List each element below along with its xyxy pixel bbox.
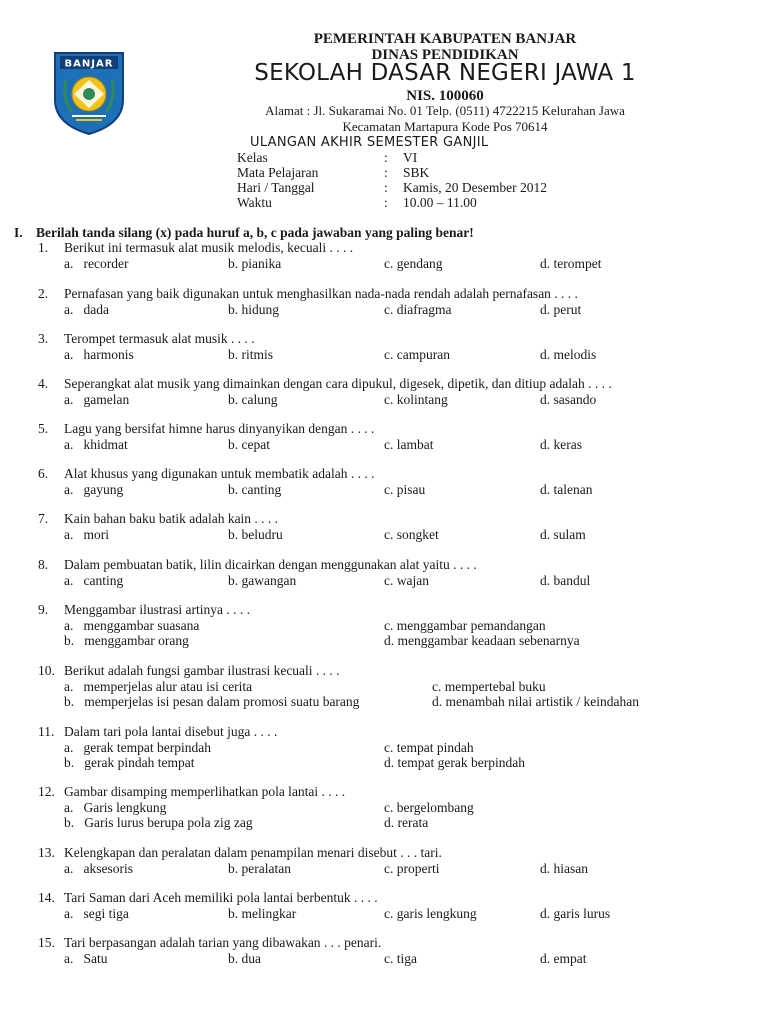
question-number: 2. — [38, 286, 49, 301]
info-value: VI — [403, 150, 418, 165]
option-a[interactable] — [64, 256, 128, 272]
option-d[interactable] — [540, 302, 581, 318]
question-15 — [0, 935, 768, 975]
info-label: Mata Pelajaran — [237, 165, 319, 180]
option-d[interactable] — [540, 861, 588, 877]
question-number: 14. — [38, 890, 55, 905]
option-a[interactable] — [64, 618, 199, 634]
option-letter: a. — [64, 347, 74, 362]
question-text: Dalam pembuatan batik, lilin dicairkan dengan menggunakan alat yaitu . . . . — [64, 557, 477, 572]
question-number: 9. — [38, 602, 49, 617]
question-13 — [0, 845, 768, 885]
question-number: 15. — [38, 935, 55, 950]
option-text: mori — [83, 527, 109, 542]
option-c[interactable] — [384, 618, 546, 634]
option-text: hidung — [241, 302, 280, 317]
option-d[interactable] — [540, 573, 590, 589]
option-b[interactable] — [228, 951, 261, 967]
question-number: 11. — [38, 724, 55, 739]
option-d[interactable] — [540, 392, 596, 408]
question-number: 13. — [38, 845, 55, 860]
question-text: Berikut ini termasuk alat musik melodis, kecuali . . . . — [64, 240, 354, 255]
option-a[interactable] — [64, 573, 123, 589]
info-colon: : — [384, 195, 388, 210]
question-10 — [0, 663, 768, 719]
question-text: Kain bahan baku batik adalah kain . . . . — [64, 511, 279, 526]
question-text: Seperangkat alat musik yang dimainkan dengan cara dipukul, digesek, dipetik, dan ditiup adalah . . . . — [64, 376, 612, 391]
option-text: Satu — [83, 951, 108, 966]
option-text: hiasan — [553, 861, 588, 876]
option-text: gamelan — [83, 392, 130, 407]
option-text: diafragma — [396, 302, 452, 317]
option-text: tiga — [396, 951, 417, 966]
option-b[interactable] — [228, 437, 270, 453]
option-a[interactable] — [64, 679, 252, 695]
option-letter: c. — [384, 906, 394, 921]
info-label: Kelas — [237, 150, 268, 165]
option-b[interactable] — [228, 906, 296, 922]
option-letter: a. — [64, 527, 74, 542]
option-text: campuran — [396, 347, 450, 362]
option-letter: c. — [384, 618, 394, 633]
school-name: SEKOLAH DASAR NEGERI JAWA 1 — [254, 60, 636, 86]
question-number: 3. — [38, 331, 49, 346]
option-letter: d. — [540, 573, 551, 588]
question-text: Terompet termasuk alat musik . . . . — [64, 331, 255, 346]
option-c[interactable] — [384, 951, 417, 967]
option-text: properti — [396, 861, 440, 876]
option-text: mempertebal buku — [444, 679, 546, 694]
question-3 — [0, 331, 768, 371]
option-text: gayung — [83, 482, 124, 497]
option-letter: d. — [540, 437, 551, 452]
school-nis: NIS. 100060 — [406, 88, 484, 104]
question-number: 6. — [38, 466, 49, 481]
address-line-1: Alamat : Jl. Sukaramai No. 01 Telp. (0511) 4722215 Kelurahan Jawa — [265, 103, 625, 118]
option-b[interactable] — [228, 347, 273, 363]
question-number: 1. — [38, 240, 49, 255]
option-text: memperjelas isi pesan dalam promosi suatu barang — [84, 694, 360, 709]
question-text: Pernafasan yang baik digunakan untuk menghasilkan nada-nada rendah adalah pernafasan . . . . — [64, 286, 578, 301]
option-text: Garis lengkung — [83, 800, 167, 815]
option-text: khidmat — [83, 437, 128, 452]
option-d[interactable] — [540, 256, 601, 272]
option-text: tempat pindah — [396, 740, 474, 755]
option-text: gawangan — [241, 573, 297, 588]
option-letter: b. — [228, 392, 239, 407]
option-b[interactable] — [64, 694, 359, 710]
option-d[interactable] — [540, 482, 592, 498]
option-letter: c. — [384, 392, 394, 407]
option-letter: d. — [540, 482, 551, 497]
option-a[interactable] — [64, 302, 109, 318]
option-letter: d. — [540, 392, 551, 407]
option-text: menggambar keadaan sebenarnya — [397, 633, 580, 648]
option-letter: b. — [64, 633, 75, 648]
option-b[interactable] — [228, 482, 281, 498]
option-b[interactable] — [228, 573, 296, 589]
option-text: dua — [241, 951, 261, 966]
option-letter: a. — [64, 392, 74, 407]
option-letter: a. — [64, 740, 74, 755]
option-letter: b. — [228, 527, 239, 542]
option-c[interactable] — [384, 256, 442, 272]
banjar-emblem-logo — [52, 50, 126, 136]
option-letter: d. — [540, 861, 551, 876]
option-letter: d. — [384, 755, 395, 770]
option-letter: b. — [228, 573, 239, 588]
question-9 — [0, 602, 768, 658]
option-d[interactable] — [384, 815, 428, 831]
option-letter: c. — [432, 679, 442, 694]
option-text: talenan — [553, 482, 593, 497]
option-letter: c. — [384, 347, 394, 362]
question-number: 4. — [38, 376, 49, 391]
option-letter: b. — [64, 755, 75, 770]
option-text: beludru — [241, 527, 283, 542]
option-letter: b. — [228, 482, 239, 497]
option-c[interactable] — [384, 861, 440, 877]
option-letter: a. — [64, 437, 74, 452]
option-text: terompet — [553, 256, 602, 271]
option-letter: b. — [228, 256, 239, 271]
option-d[interactable] — [540, 527, 586, 543]
option-letter: c. — [384, 302, 394, 317]
option-letter: d. — [540, 906, 551, 921]
option-letter: a. — [64, 618, 74, 633]
question-8 — [0, 557, 768, 597]
option-letter: b. — [228, 347, 239, 362]
option-c[interactable] — [384, 392, 448, 408]
option-letter: b. — [228, 906, 239, 921]
option-letter: a. — [64, 906, 74, 921]
option-b[interactable] — [228, 302, 279, 318]
option-text: rerata — [397, 815, 429, 830]
option-text: calung — [241, 392, 278, 407]
address-line-2: Kecamatan Martapura Kode Pos 70614 — [342, 119, 548, 134]
option-letter: b. — [228, 437, 239, 452]
question-12 — [0, 784, 768, 840]
option-c[interactable] — [384, 347, 450, 363]
info-value: Kamis, 20 Desember 2012 — [403, 180, 547, 195]
option-b[interactable] — [64, 815, 253, 831]
option-text: pisau — [396, 482, 426, 497]
section-instruction — [14, 225, 474, 241]
option-letter: a. — [64, 302, 74, 317]
option-text: aksesoris — [83, 861, 133, 876]
option-letter: d. — [384, 815, 395, 830]
option-text: bandul — [553, 573, 591, 588]
option-b[interactable] — [64, 755, 194, 771]
option-c[interactable] — [384, 302, 451, 318]
question-number: 5. — [38, 421, 49, 436]
option-text: memperjelas alur atau isi cerita — [83, 679, 253, 694]
option-text: sasando — [553, 392, 597, 407]
option-text: menggambar orang — [84, 633, 189, 648]
option-c[interactable] — [384, 573, 429, 589]
option-letter: c. — [384, 573, 394, 588]
info-colon: : — [384, 180, 388, 195]
option-d[interactable] — [540, 906, 610, 922]
option-c[interactable] — [432, 679, 546, 695]
option-text: melodis — [553, 347, 597, 362]
option-d[interactable] — [384, 755, 525, 771]
question-text: Tari berpasangan adalah tarian yang dibawakan . . . penari. — [64, 935, 382, 950]
question-14 — [0, 890, 768, 930]
option-text: garis lurus — [553, 906, 611, 921]
option-letter: d. — [540, 951, 551, 966]
option-letter: a. — [64, 482, 74, 497]
option-c[interactable] — [384, 740, 474, 756]
option-letter: b. — [64, 815, 75, 830]
option-text: sulam — [553, 527, 586, 542]
option-text: tempat gerak berpindah — [397, 755, 525, 770]
question-text: Kelengkapan dan peralatan dalam penampilan menari disebut . . . tari. — [64, 845, 442, 860]
option-letter: a. — [64, 573, 74, 588]
option-text: canting — [241, 482, 282, 497]
question-1 — [0, 240, 768, 280]
option-text: gendang — [396, 256, 443, 271]
option-a[interactable] — [64, 861, 133, 877]
option-text: perut — [553, 302, 582, 317]
option-b[interactable] — [64, 633, 189, 649]
question-7 — [0, 511, 768, 551]
option-text: lambat — [396, 437, 434, 452]
question-text: Gambar disamping memperlihatkan pola lantai . . . . — [64, 784, 346, 799]
question-number: 7. — [38, 511, 49, 526]
option-letter: c. — [384, 800, 394, 815]
option-a[interactable] — [64, 740, 211, 756]
option-d[interactable] — [540, 437, 582, 453]
info-value: SBK — [403, 165, 430, 180]
option-letter: d. — [540, 347, 551, 362]
option-a[interactable] — [64, 951, 108, 967]
option-text: empat — [553, 951, 587, 966]
option-text: menambah nilai artistik / keindahan — [445, 694, 639, 709]
option-text: harmonis — [83, 347, 134, 362]
option-d[interactable] — [384, 633, 580, 649]
option-text: garis lengkung — [396, 906, 477, 921]
question-6 — [0, 466, 768, 506]
option-a[interactable] — [64, 392, 129, 408]
option-letter: b. — [228, 951, 239, 966]
option-a[interactable] — [64, 906, 129, 922]
option-a[interactable] — [64, 437, 128, 453]
question-text: Berikut adalah fungsi gambar ilustrasi kecuali . . . . — [64, 663, 340, 678]
question-text: Dalam tari pola lantai disebut juga . . . . — [64, 724, 278, 739]
option-c[interactable] — [384, 482, 425, 498]
option-letter: d. — [540, 256, 551, 271]
option-letter: c. — [384, 527, 394, 542]
question-text: Menggambar ilustrasi artinya . . . . — [64, 602, 250, 617]
logo-text: BANJAR — [64, 58, 114, 70]
section-number: I. — [14, 225, 23, 240]
option-text: recorder — [83, 256, 129, 271]
option-letter: d. — [540, 527, 551, 542]
option-c[interactable] — [384, 906, 477, 922]
question-text: Alat khusus yang digunakan untuk membatik adalah . . . . — [64, 466, 375, 481]
option-text: dada — [83, 302, 109, 317]
option-text: pianika — [241, 256, 282, 271]
info-colon: : — [384, 150, 388, 165]
option-letter: d. — [384, 633, 395, 648]
option-text: menggambar suasana — [83, 618, 200, 633]
option-c[interactable] — [384, 437, 434, 453]
option-letter: a. — [64, 861, 74, 876]
option-d[interactable] — [540, 951, 587, 967]
option-text: segi tiga — [83, 906, 129, 921]
option-text: kolintang — [396, 392, 448, 407]
option-text: gerak tempat berpindah — [83, 740, 211, 755]
info-colon: : — [384, 165, 388, 180]
option-b[interactable] — [228, 256, 281, 272]
info-label: Hari / Tanggal — [237, 180, 315, 195]
option-text: menggambar pemandangan — [396, 618, 546, 633]
option-b[interactable] — [228, 861, 291, 877]
question-text: Tari Saman dari Aceh memiliki pola lantai berbentuk . . . . — [64, 890, 378, 905]
option-text: gerak pindah tempat — [84, 755, 195, 770]
option-a[interactable] — [64, 347, 134, 363]
option-text: bergelombang — [396, 800, 474, 815]
exam-title: ULANGAN AKHIR SEMESTER GANJIL — [250, 135, 489, 150]
option-letter: a. — [64, 679, 74, 694]
letterhead-department-line: DINAS PENDIDIKAN — [371, 47, 519, 63]
question-5 — [0, 421, 768, 461]
option-text: songket — [396, 527, 439, 542]
option-letter: a. — [64, 951, 74, 966]
option-text: peralatan — [241, 861, 291, 876]
option-letter: d. — [540, 302, 551, 317]
option-letter: d. — [432, 694, 443, 709]
option-letter: b. — [228, 861, 239, 876]
option-text: Garis lurus berupa pola zig zag — [84, 815, 253, 830]
question-11 — [0, 724, 768, 780]
option-c[interactable] — [384, 800, 474, 816]
option-letter: c. — [384, 256, 394, 271]
section-instruction-text: Berilah tanda silang (x) pada huruf a, b, c pada jawaban yang paling benar! — [36, 225, 474, 240]
option-d[interactable] — [432, 694, 639, 710]
question-number: 12. — [38, 784, 55, 799]
option-text: canting — [83, 573, 124, 588]
letterhead-government-line: PEMERINTAH KABUPATEN BANJAR — [313, 31, 577, 47]
option-letter: c. — [384, 951, 394, 966]
info-label: Waktu — [237, 195, 272, 210]
option-letter: a. — [64, 800, 74, 815]
info-value: 10.00 – 11.00 — [403, 195, 477, 210]
option-text: ritmis — [241, 347, 274, 362]
option-letter: b. — [64, 694, 75, 709]
option-letter: b. — [228, 302, 239, 317]
question-text: Lagu yang bersifat himne harus dinyanyikan dengan . . . . — [64, 421, 375, 436]
option-letter: a. — [64, 256, 74, 271]
option-b[interactable] — [228, 392, 278, 408]
option-c[interactable] — [384, 527, 439, 543]
option-a[interactable] — [64, 527, 109, 543]
option-letter: c. — [384, 482, 394, 497]
option-text: keras — [553, 437, 582, 452]
option-b[interactable] — [228, 527, 283, 543]
question-2 — [0, 286, 768, 326]
option-letter: c. — [384, 437, 394, 452]
option-d[interactable] — [540, 347, 596, 363]
question-number: 10. — [38, 663, 55, 678]
option-a[interactable] — [64, 800, 166, 816]
option-letter: c. — [384, 740, 394, 755]
option-text: melingkar — [241, 906, 297, 921]
question-number: 8. — [38, 557, 49, 572]
option-text: cepat — [241, 437, 270, 452]
option-a[interactable] — [64, 482, 123, 498]
question-4 — [0, 376, 768, 416]
option-letter: c. — [384, 861, 394, 876]
option-text: wajan — [396, 573, 429, 588]
